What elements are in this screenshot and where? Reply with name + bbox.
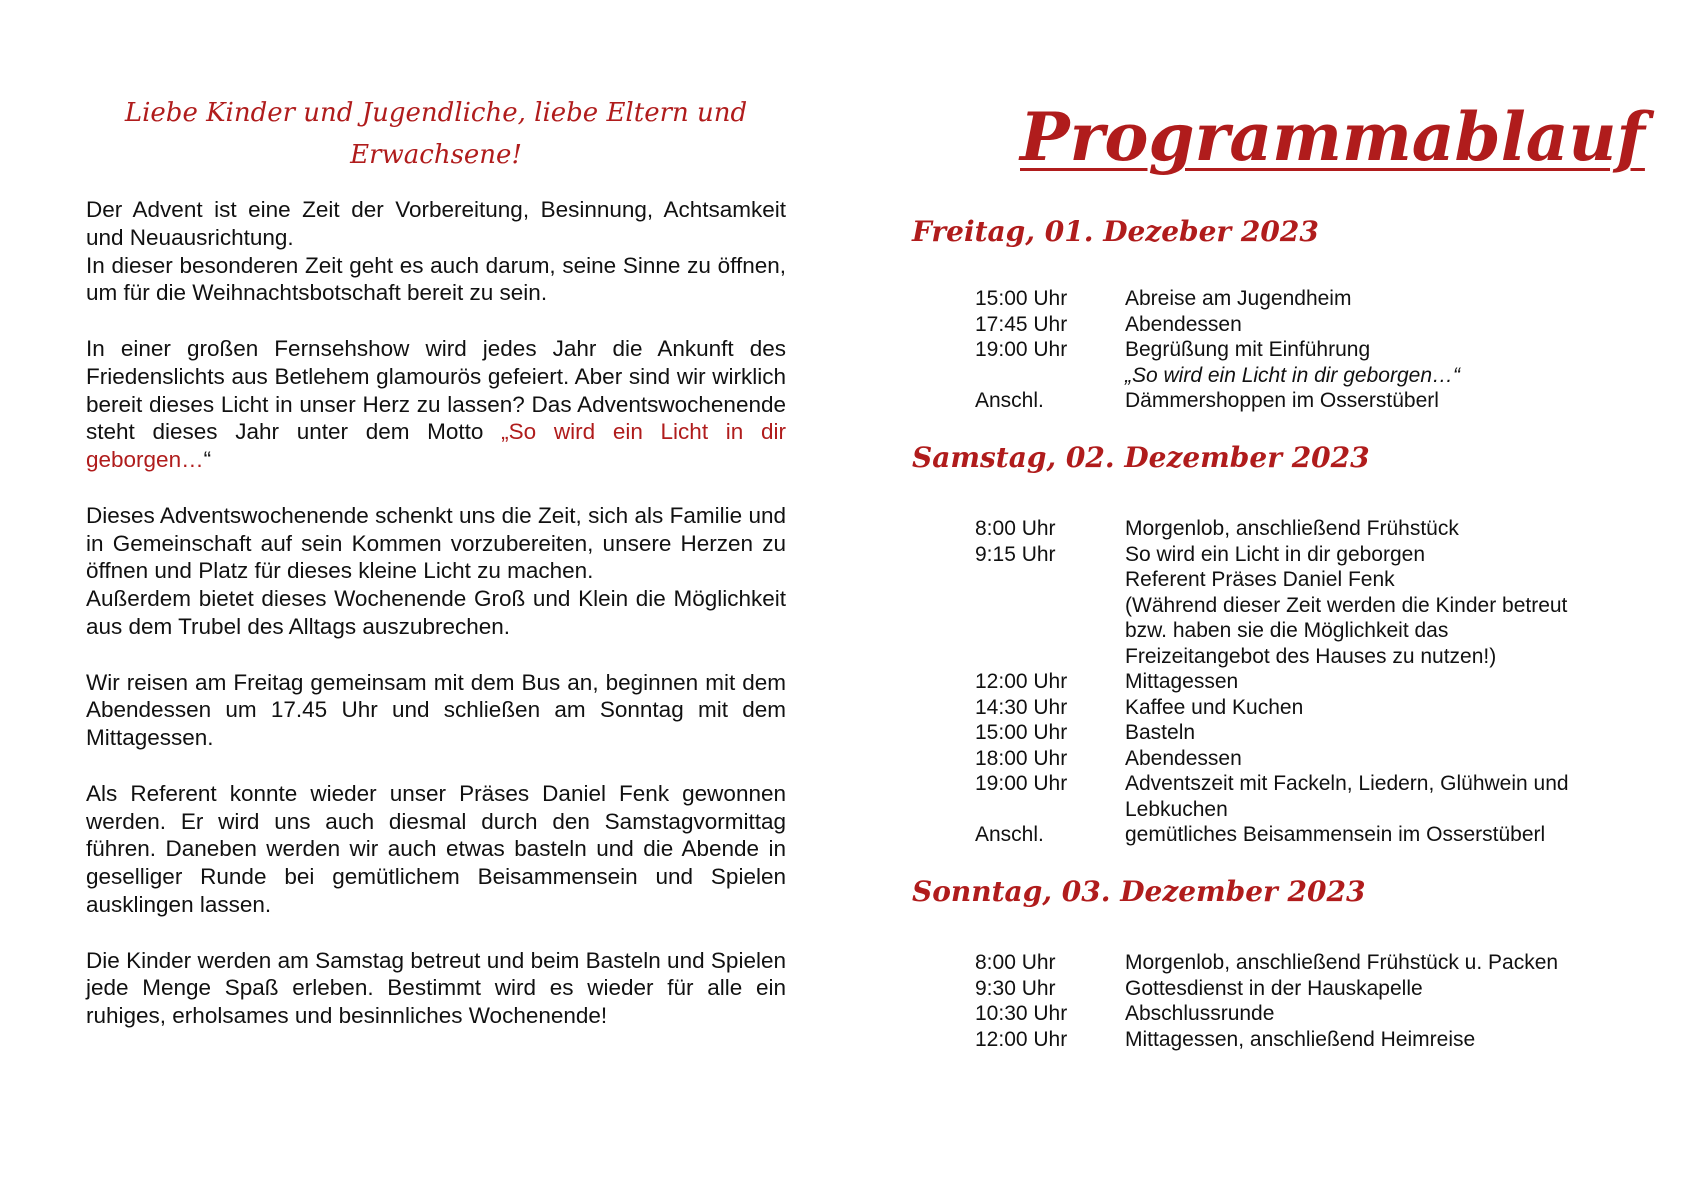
schedule-sunday	[975, 950, 1615, 1052]
row-time: 14:30 Uhr	[975, 695, 1068, 719]
schedule-row	[975, 516, 1615, 542]
row-text: Morgenlob, anschließend Frühstück u. Packen	[1125, 951, 1559, 974]
paragraph-7: Als Referent konnte wieder unser Präses Daniel Fenk gewonnen werden. Er wird uns auch diesmal durch den Samstagvormittag führen. Daneben werden wir auch etwas basteln und die Abende in geselliger Runde bei gemütlichem Beisammensein und Spielen ausklingen lassen.	[86, 780, 786, 917]
day-heading-saturday: Samstag, 02. Dezember 2023	[912, 441, 1370, 474]
row-time: 18:00 Uhr	[975, 746, 1068, 770]
program-title: Programmablauf	[1020, 98, 1645, 176]
greeting-heading	[86, 92, 786, 176]
schedule-row	[975, 388, 1615, 414]
schedule-row	[975, 695, 1615, 721]
row-text: Gottesdienst in der Hauskapelle	[1125, 976, 1423, 1000]
schedule-row	[975, 593, 1615, 619]
paragraph-5: Außerdem bietet dieses Wochenende Groß und Klein die Möglichkeit aus dem Trubel des Alltags auszubrechen.	[86, 586, 786, 639]
row-text: Abendessen	[1125, 746, 1242, 770]
day-heading-sunday: Sonntag, 03. Dezember 2023	[912, 875, 1366, 908]
row-text: Kaffee und Kuchen	[1125, 695, 1304, 719]
schedule-row	[975, 337, 1615, 363]
row-time: 19:00 Uhr	[975, 338, 1068, 361]
schedule-row	[975, 1027, 1615, 1053]
schedule-row	[975, 286, 1615, 312]
row-time: Anschl.	[975, 389, 1044, 412]
schedule-row	[975, 567, 1615, 593]
paragraph-3-text: In einer großen Fernsehshow wird jedes Jahr die Ankunft des Friedenslichts aus Betlehem glamourös gefeiert. Aber sind wir wirklich bereit dieses Licht in unser Herz zu lassen? Das Adventswochenende steht dieses Jahr unter dem Motto	[86, 335, 786, 445]
row-text: So wird ein Licht in dir geborgen	[1125, 542, 1426, 566]
schedule-row	[975, 1001, 1615, 1027]
schedule-row	[975, 618, 1615, 644]
row-text: Adventszeit mit Fackeln, Liedern, Glühwein und	[1125, 772, 1569, 795]
paragraph-3	[86, 335, 786, 474]
greeting-line-2: Erwachsene!	[350, 140, 522, 170]
schedule-row	[975, 771, 1615, 797]
row-text: Abendessen	[1125, 312, 1242, 336]
row-time: 15:00 Uhr	[975, 287, 1068, 310]
row-time: Anschl.	[975, 823, 1044, 846]
schedule-row	[975, 950, 1615, 976]
greeting-line-1: Liebe Kinder und Jugendliche, liebe Eltern und	[124, 98, 748, 128]
row-text: Referent Präses Daniel Fenk	[1125, 568, 1395, 591]
row-time: 19:00 Uhr	[975, 772, 1068, 795]
schedule-row	[975, 669, 1615, 695]
motto-close-quote: “	[203, 447, 212, 473]
schedule-row	[975, 644, 1615, 670]
row-time	[975, 593, 1125, 619]
row-time: 9:30 Uhr	[975, 976, 1056, 1000]
schedule-saturday	[975, 516, 1615, 848]
schedule-friday	[975, 286, 1615, 414]
paragraph-8: Die Kinder werden am Samstag betreut und beim Basteln und Spielen jede Menge Spaß erleben. Bestimmt wird es wieder für alle ein ruhiges, erholsames und besinnliches Wochenende!	[86, 947, 786, 1029]
row-text: Dämmershoppen im Osserstüberl	[1125, 389, 1439, 412]
motto-text: „So wird ein Licht in dir geborgen…	[86, 419, 786, 473]
row-text: (Während dieser Zeit werden die Kinder betreut	[1125, 593, 1568, 617]
schedule-row	[975, 822, 1615, 848]
row-text: gemütliches Beisammensein im Osserstüberl	[1125, 823, 1546, 846]
schedule-row	[975, 720, 1615, 746]
row-text: Mittagessen, anschließend Heimreise	[1125, 1027, 1476, 1051]
schedule-row	[975, 746, 1615, 772]
row-time	[975, 618, 1125, 644]
row-time	[975, 363, 1125, 389]
row-text: Abschlussrunde	[1125, 1002, 1275, 1025]
schedule-row	[975, 542, 1615, 568]
schedule-row	[975, 363, 1615, 389]
schedule-row	[975, 797, 1615, 823]
row-time: 12:00 Uhr	[975, 670, 1068, 693]
row-text: Morgenlob, anschließend Frühstück	[1125, 517, 1459, 540]
paragraph-6: Wir reisen am Freitag gemeinsam mit dem Bus an, beginnen mit dem Abendessen um 17.45 Uhr und schließen am Sonntag mit dem Mittagessen.	[86, 669, 786, 751]
row-time	[975, 797, 1125, 823]
row-time	[975, 567, 1125, 593]
schedule-row	[975, 976, 1615, 1002]
row-text: Mittagessen	[1125, 670, 1239, 693]
schedule-row	[975, 312, 1615, 338]
row-time: 10:30 Uhr	[975, 1002, 1068, 1025]
row-text: Abreise am Jugendheim	[1125, 287, 1352, 310]
letter-column	[86, 92, 786, 1058]
row-time: 8:00 Uhr	[975, 517, 1056, 540]
row-time: 17:45 Uhr	[975, 312, 1068, 336]
row-text: „So wird ein Licht in dir geborgen…“	[1125, 363, 1460, 387]
row-text: Freizeitangebot des Hauses zu nutzen!)	[1125, 644, 1497, 668]
paragraph-2: In dieser besonderen Zeit geht es auch darum, seine Sinne zu öffnen, um für die Weihnachtsbotschaft bereit zu sein.	[86, 252, 786, 306]
row-time: 8:00 Uhr	[975, 951, 1056, 974]
row-time: 15:00 Uhr	[975, 721, 1068, 744]
row-text: Basteln	[1125, 721, 1196, 744]
row-text: Begrüßung mit Einführung	[1125, 338, 1371, 361]
day-heading-friday: Freitag, 01. Dezeber 2023	[912, 215, 1319, 248]
row-time: 9:15 Uhr	[975, 542, 1056, 566]
row-text: bzw. haben sie die Möglichkeit das	[1125, 619, 1449, 642]
row-time	[975, 644, 1125, 670]
paragraph-4: Dieses Adventswochenende schenkt uns die Zeit, sich als Familie und in Gemeinschaft auf sein Kommen vorzubereiten, unsere Herzen zu öffnen und Platz für dieses kleine Licht zu machen.	[86, 502, 786, 584]
row-time: 12:00 Uhr	[975, 1027, 1068, 1051]
row-text: Lebkuchen	[1125, 797, 1228, 821]
paragraph-1: Der Advent ist eine Zeit der Vorbereitung, Besinnung, Achtsamkeit und Neuausrichtung.	[86, 197, 786, 250]
